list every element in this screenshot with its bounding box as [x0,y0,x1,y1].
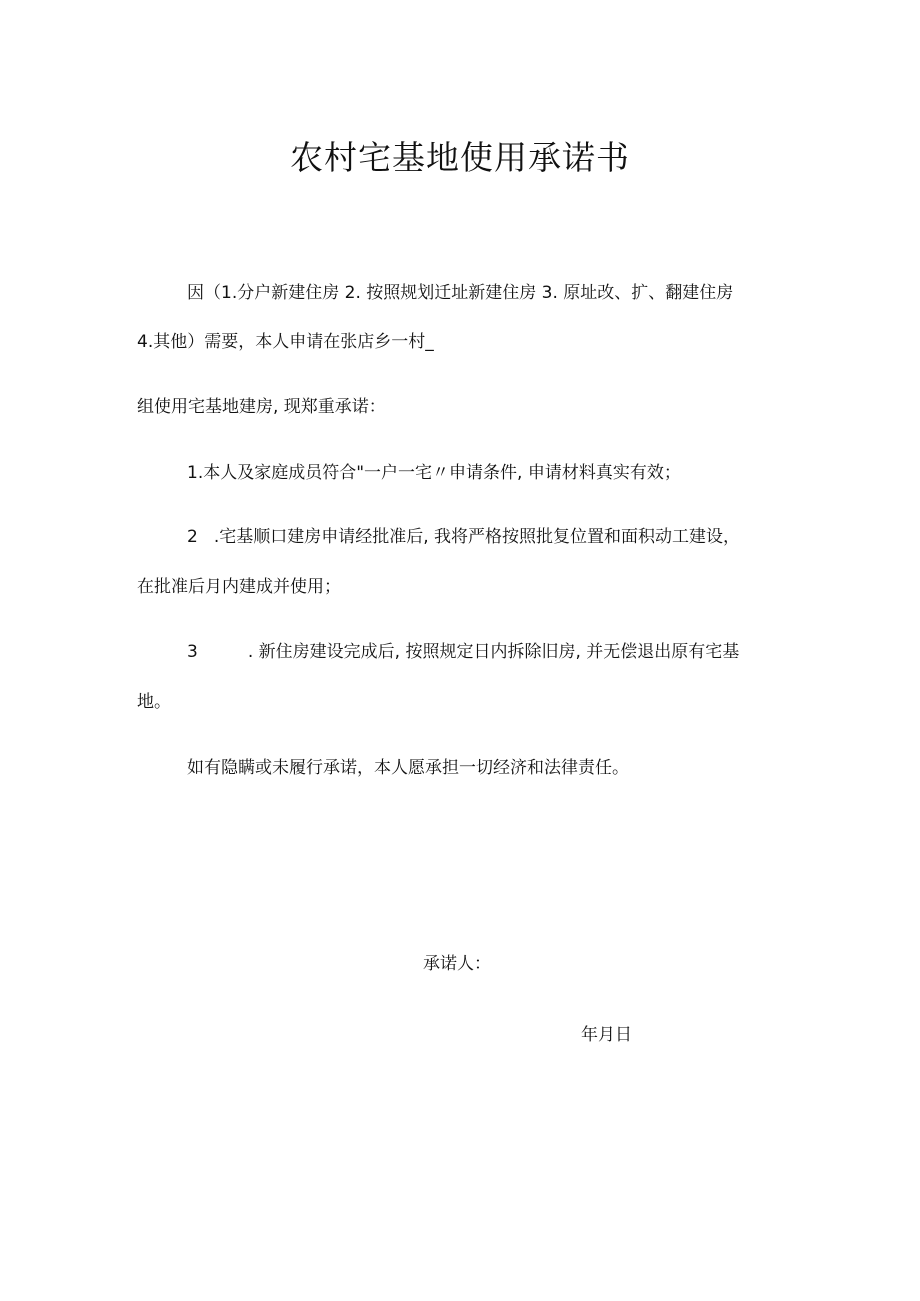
pledge-item-3-second-line: 地。 [137,692,171,712]
intro-line-1: 因（1.分户新建住房 2. 按照规划迁址新建住房 3. 原址改、扩、翻建住房 [187,283,734,303]
pledge-item-3-first-line [187,640,739,664]
date-label: 年月日 [581,1025,632,1045]
pledge-item-2-second-line: 在批准后月内建成并使用； [137,577,341,597]
document-title: 农村宅基地使用承诺书 [290,138,630,177]
intro-line-3: 组使用宅基地建房, 现郑重承诺： [137,397,386,417]
pledge-item-3-number: 3 [187,642,198,662]
pledge-item-1: 1.本人及家庭成员符合"一户一宅〃申请条件, 申请材料真实有效； [187,463,681,483]
pledge-item-2-text: .宅基顺口建房申请经批准后, 我将严格按照批复位置和面积动工建设， [213,527,741,547]
closing-statement: 如有隐瞒或未履行承诺，本人愿承担一切经济和法律责任。 [187,758,629,778]
pledge-item-2-first-line [187,525,740,549]
pledge-item-3-text: . 新住房建设完成后, 按照规定日内拆除旧房, 并无偿退出原有宅基 [247,642,740,662]
pledge-item-2-number: 2 [187,527,198,547]
signer-label: 承诺人： [423,954,491,974]
intro-line-2: 4.其他）需要，本人申请在张店乡一村_ [137,332,434,352]
